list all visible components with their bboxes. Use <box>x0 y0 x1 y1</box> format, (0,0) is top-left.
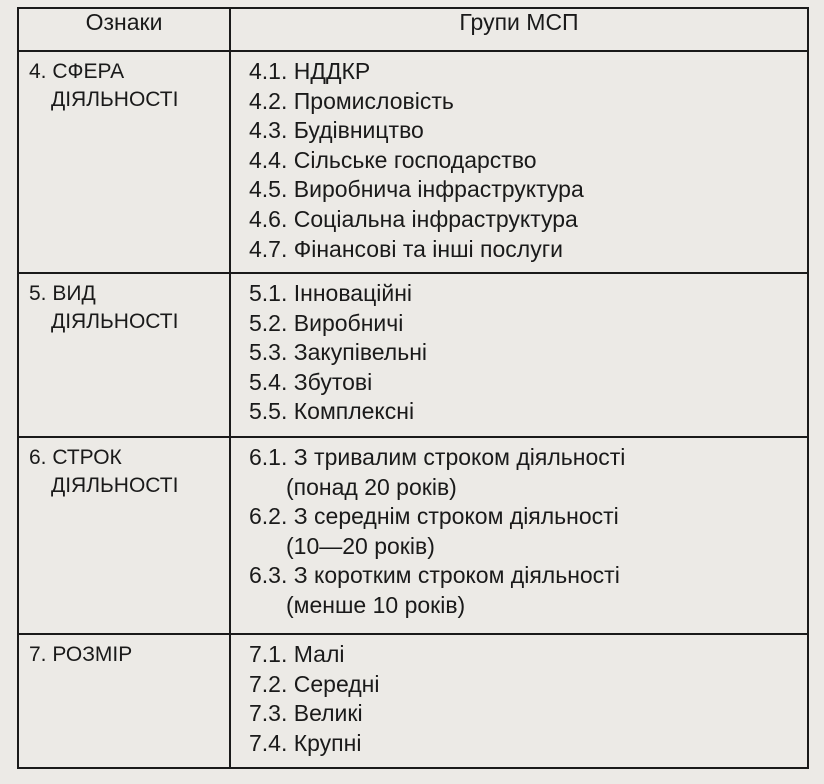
group-item: 5.3. Закупівельні <box>249 339 428 366</box>
group-item: 6.1. З тривалим строком діяльності <box>249 444 626 470</box>
feature-subtitle: ДІЯЛЬНОСТІ <box>51 310 179 333</box>
feature-cell <box>18 51 230 273</box>
group-item-continuation: (менше 10 років) <box>286 591 466 618</box>
feature-cell <box>18 437 230 634</box>
feature-title: 7. РОЗМІР <box>29 643 133 666</box>
groups-cell <box>230 51 808 273</box>
group-item: 4.3. Будівництво <box>249 117 424 144</box>
table-row <box>18 273 808 437</box>
group-item: 7.4. Крупні <box>249 729 362 756</box>
group-item: 5.5. Комплексні <box>249 398 415 425</box>
group-item: 4.5. Виробнича інфраструктура <box>249 176 584 203</box>
group-item: 4.1. НДДКР <box>249 58 371 84</box>
group-item-continuation: (10—20 років) <box>286 532 435 559</box>
group-item: 7.1. Малі <box>249 641 345 667</box>
feature-title: 6. СТРОК <box>29 446 122 469</box>
group-item: 5.4. Збутові <box>249 368 373 395</box>
table-row <box>18 634 808 768</box>
group-item: 5.2. Виробничі <box>249 309 404 336</box>
feature-subtitle: ДІЯЛЬНОСТІ <box>51 88 179 111</box>
group-item: 4.4. Сільське господарство <box>249 146 537 173</box>
feature-subtitle: ДІЯЛЬНОСТІ <box>51 474 179 497</box>
feature-title: 5. ВИД <box>29 282 96 305</box>
table-row <box>18 437 808 634</box>
feature-cell <box>18 634 230 768</box>
group-item: 4.7. Фінансові та інші послуги <box>249 235 563 262</box>
group-item: 7.2. Середні <box>249 670 380 697</box>
table-row <box>18 51 808 273</box>
groups-cell <box>230 437 808 634</box>
group-item: 6.2. З середнім строком діяльності <box>249 503 619 530</box>
group-item: 4.6. Соціальна інфраструктура <box>249 205 578 232</box>
groups-cell <box>230 634 808 768</box>
feature-title: 4. СФЕРА <box>29 60 125 83</box>
sme-classification-table <box>17 7 809 769</box>
feature-cell <box>18 273 230 437</box>
group-item: 6.3. З коротким строком діяльності <box>249 562 620 589</box>
header-row <box>18 8 808 51</box>
header-features: Ознаки <box>18 8 230 51</box>
group-item-continuation: (понад 20 років) <box>286 473 457 500</box>
groups-cell <box>230 273 808 437</box>
group-item: 5.1. Інноваційні <box>249 280 413 306</box>
header-groups: Групи МСП <box>230 8 808 51</box>
group-item: 4.2. Промисловість <box>249 87 454 114</box>
group-item: 7.3. Великі <box>249 700 363 727</box>
